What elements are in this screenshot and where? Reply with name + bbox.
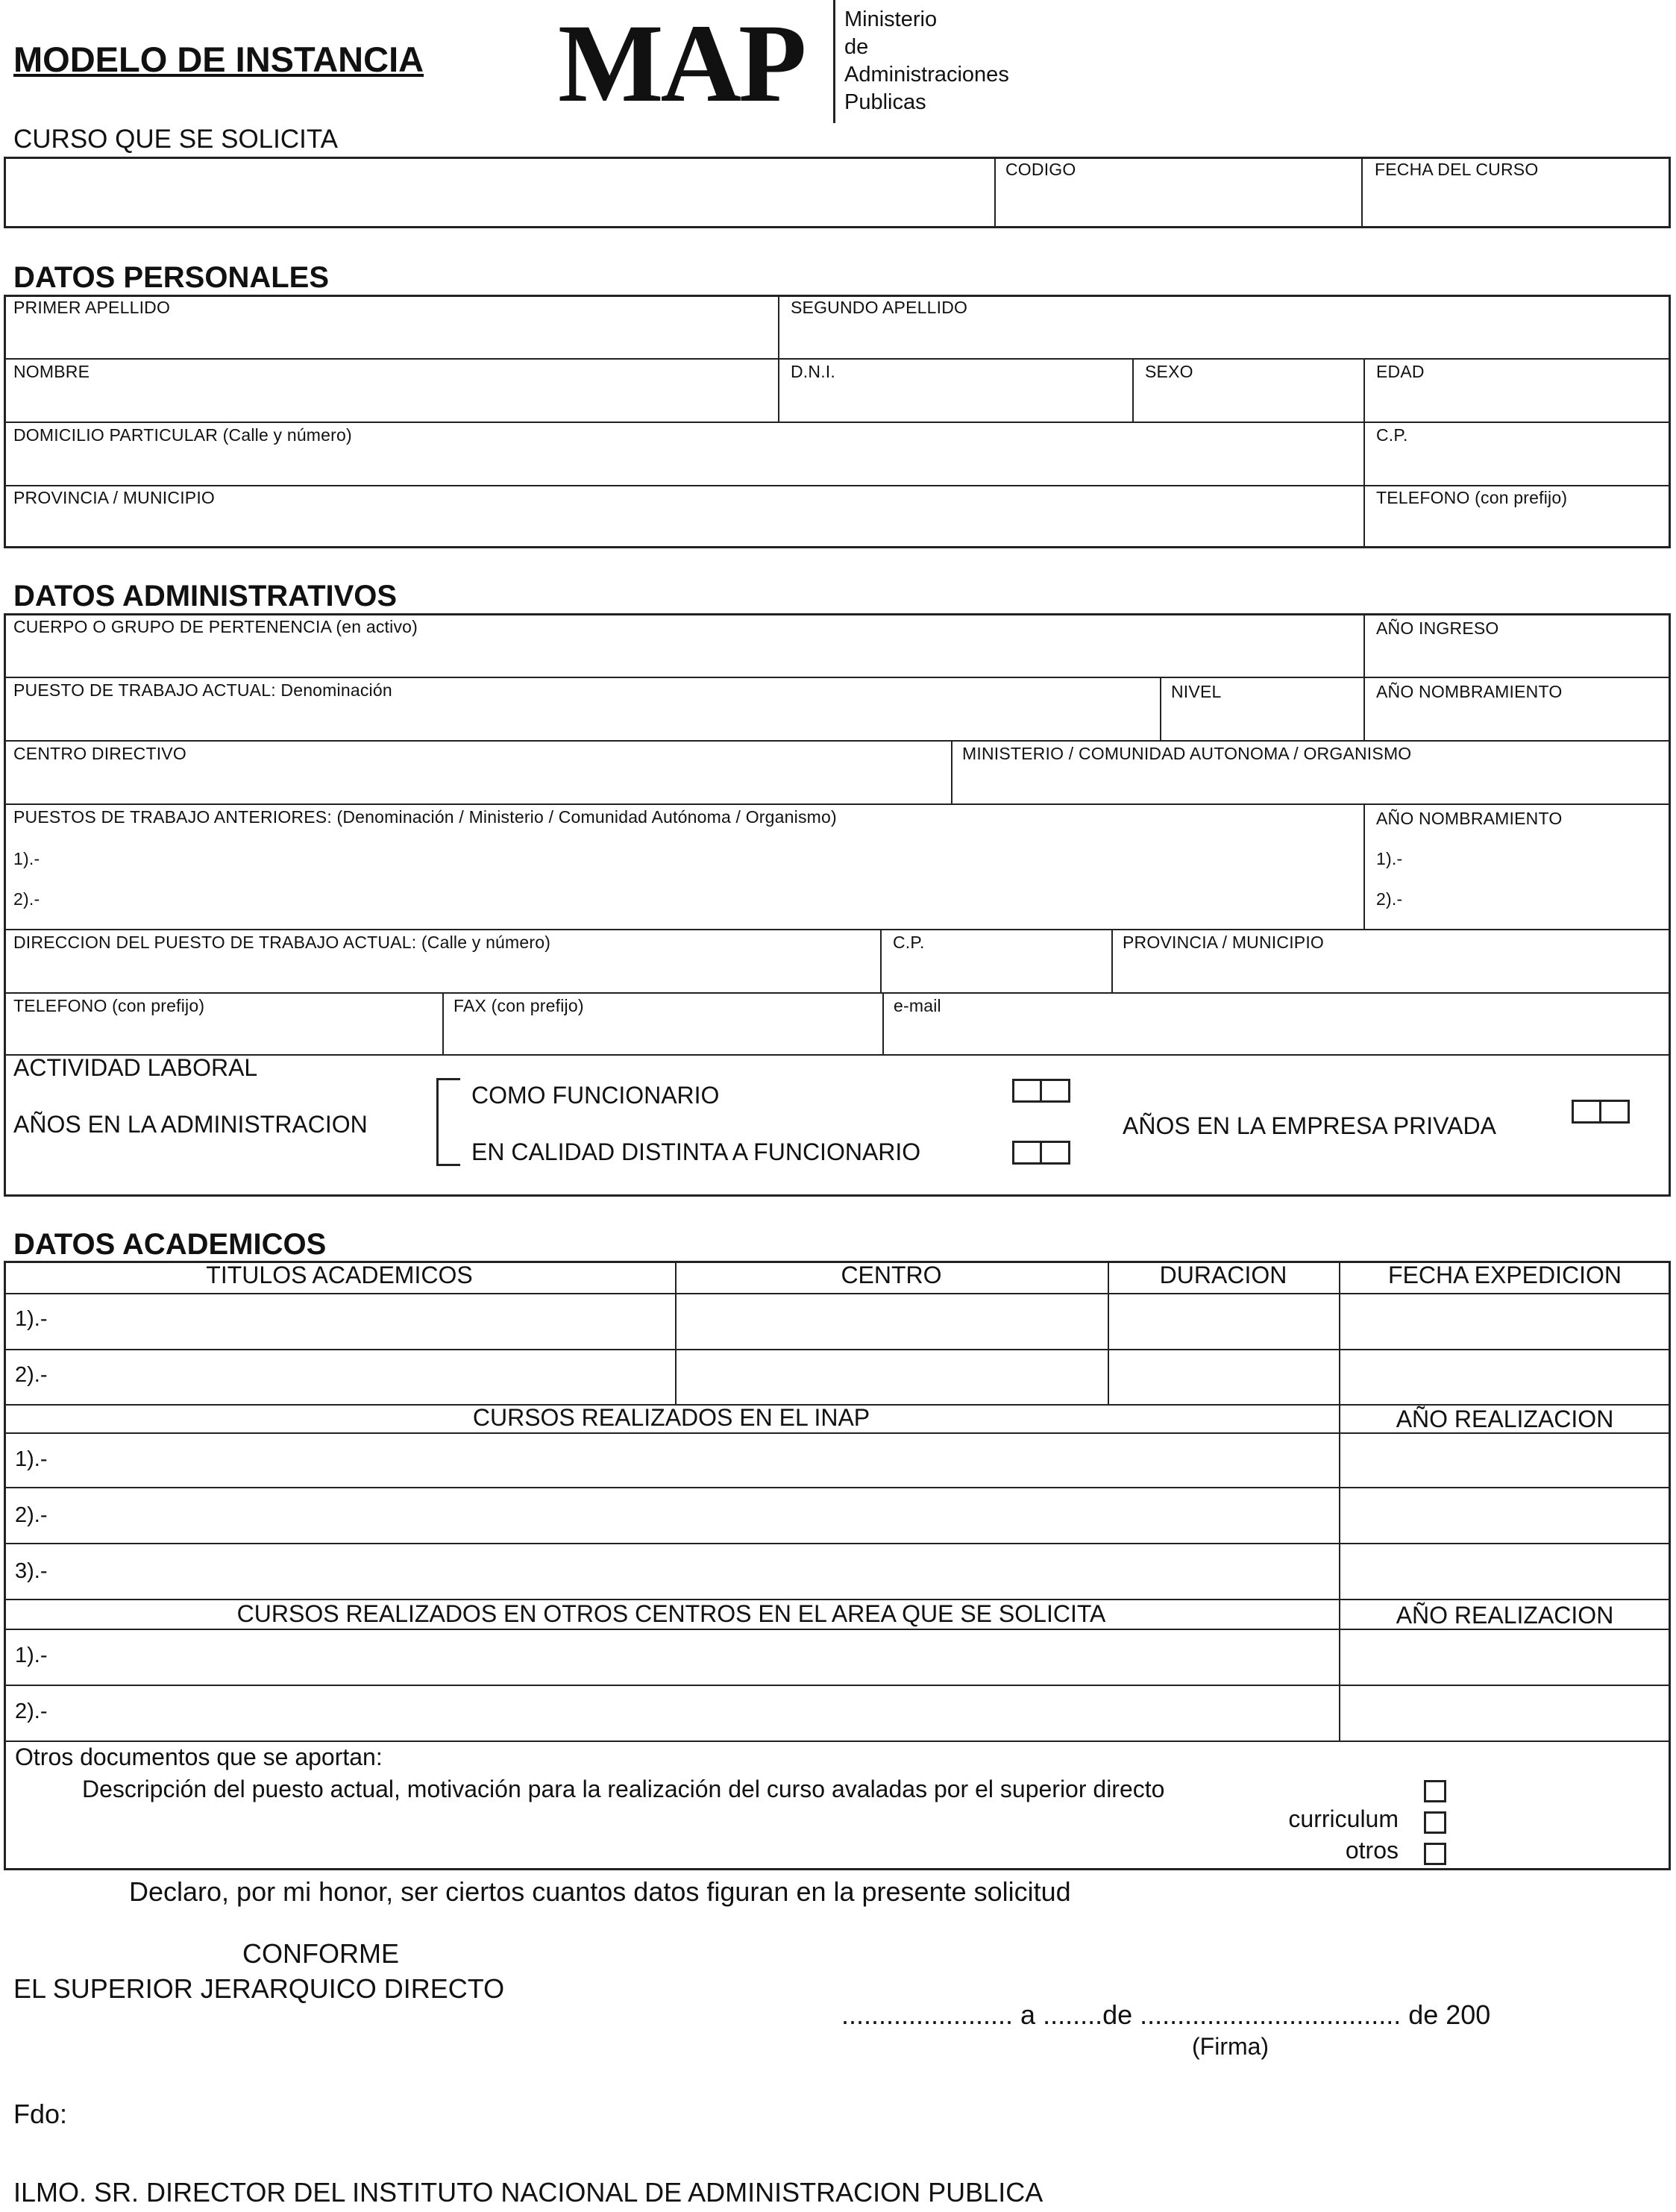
cp-input[interactable] [1367, 446, 1667, 483]
administrativos-heading: DATOS ADMINISTRATIVOS [13, 580, 398, 612]
anio-nombramiento-input[interactable] [1367, 701, 1667, 739]
calidad-distinta-label: EN CALIDAD DISTINTA A FUNCIONARIO [471, 1138, 921, 1165]
nivel-input[interactable] [1164, 701, 1360, 739]
fecha-1-input[interactable] [1343, 1297, 1667, 1346]
inap-row-1-label: 1).- [15, 1447, 48, 1471]
admin-row-line-4 [4, 929, 1671, 930]
duracion-1-input[interactable] [1111, 1297, 1335, 1346]
nivel-label: NIVEL [1171, 682, 1222, 701]
anio-realizacion-2-header: AÑO REALIZACION [1396, 1602, 1614, 1629]
nombre-label: NOMBRE [13, 362, 90, 381]
duracion-header: DURACION [1159, 1262, 1287, 1288]
admin-col-anio [1363, 613, 1365, 740]
centro-directivo-label: CENTRO DIRECTIVO [13, 744, 186, 763]
cp-label: C.P. [1376, 425, 1408, 445]
otros-row-2-label: 2).- [15, 1699, 48, 1723]
fecha-2-input[interactable] [1343, 1352, 1667, 1401]
conforme-label: CONFORME [242, 1938, 399, 1969]
bracket [436, 1078, 460, 1166]
personales-heading: DATOS PERSONALES [13, 261, 330, 294]
fdo-label: Fdo: [13, 2099, 68, 2129]
calidad-distinta-box[interactable] [1012, 1141, 1070, 1165]
declaracion-text: Declaro, por mi honor, ser ciertos cuantos datos figuran en la presente solicitud [129, 1876, 1071, 1907]
personales-col-2 [1132, 358, 1134, 422]
otros-1-input[interactable] [60, 1632, 1335, 1682]
provincia-input[interactable] [7, 510, 1360, 547]
provincia-label: PROVINCIA / MUNICIPIO [13, 488, 216, 507]
personales-row-line-3 [4, 485, 1671, 486]
cuerpo-input[interactable] [7, 638, 1360, 675]
admin-col-cp [880, 929, 882, 992]
telefono-input[interactable] [1367, 510, 1667, 547]
telefono-label: TELEFONO (con prefijo) [1376, 488, 1568, 507]
direccion-provincia-input[interactable] [1115, 953, 1667, 991]
anio-anterior-2-input[interactable] [1413, 884, 1667, 918]
sexo-input[interactable] [1136, 382, 1360, 419]
edad-input[interactable] [1367, 382, 1667, 419]
inap-3-anio-input[interactable] [1343, 1547, 1667, 1596]
otros-1-anio-input[interactable] [1343, 1632, 1667, 1682]
centro-header: CENTRO [841, 1262, 942, 1288]
nombre-input[interactable] [7, 382, 774, 419]
inap-row-2-label: 2).- [15, 1503, 48, 1527]
curso-input[interactable] [7, 160, 991, 225]
inap-1-input[interactable] [60, 1436, 1335, 1484]
acad-col-fecha [1339, 1261, 1340, 1741]
curso-divider-2 [1361, 157, 1363, 228]
centro-directivo-input[interactable] [7, 765, 947, 802]
documentos-heading: Otros documentos que se aportan: [15, 1743, 383, 1770]
cursos-inap-header: CURSOS REALIZADOS EN EL INAP [472, 1404, 870, 1431]
segundo-apellido-input[interactable] [782, 319, 1667, 357]
dni-input[interactable] [782, 382, 1129, 419]
inap-3-input[interactable] [60, 1547, 1335, 1596]
sexo-label: SEXO [1145, 362, 1193, 381]
acad-line-2 [4, 1349, 1671, 1350]
logo-divider [833, 0, 835, 123]
anio-anterior-1-label: 1).- [1376, 849, 1403, 868]
fecha-curso-label: FECHA DEL CURSO [1375, 160, 1539, 179]
dni-label: D.N.I. [791, 362, 835, 381]
puesto-actual-input[interactable] [7, 701, 1156, 739]
titulo-2-input[interactable] [60, 1352, 671, 1401]
edad-label: EDAD [1376, 362, 1425, 381]
titulo-1-input[interactable] [60, 1297, 671, 1346]
puesto-actual-label: PUESTO DE TRABAJO ACTUAL: Denominación [13, 680, 392, 700]
ministerio-label: MINISTERIO / COMUNIDAD AUTONOMA / ORGANISMO [962, 744, 1412, 763]
puesto-anterior-2-input[interactable] [52, 884, 1358, 918]
inap-row-3-label: 3).- [15, 1559, 48, 1583]
ministry-line-2: de [844, 35, 869, 59]
inap-2-input[interactable] [60, 1491, 1335, 1540]
puestos-anteriores-label: PUESTOS DE TRABAJO ANTERIORES: (Denominación / Ministerio / Comunidad Autónoma / Organismo) [13, 807, 837, 827]
telefono-trabajo-label: TELEFONO (con prefijo) [13, 996, 205, 1015]
ministry-line-1: Ministerio [844, 7, 938, 31]
admin-col-email [882, 992, 884, 1054]
fax-label: FAX (con prefijo) [453, 996, 584, 1015]
admin-row-line-5 [4, 992, 1671, 994]
personales-col-1 [778, 295, 779, 422]
empresa-privada-label: AÑOS EN LA EMPRESA PRIVADA [1123, 1112, 1496, 1139]
cuerpo-label: CUERPO O GRUPO DE PERTENENCIA (en activo) [13, 617, 418, 636]
email-input[interactable] [886, 1016, 1667, 1052]
anio-nombramiento-label: AÑO NOMBRAMIENTO [1376, 682, 1563, 701]
acad-line-9 [4, 1685, 1671, 1686]
fecha-expedicion-header: FECHA EXPEDICION [1388, 1262, 1622, 1288]
curso-heading: CURSO QUE SE SOLICITA [13, 125, 338, 154]
admin-row-line-3 [4, 803, 1671, 805]
telefono-trabajo-input[interactable] [7, 1016, 439, 1052]
descripcion-checkbox[interactable] [1424, 1780, 1446, 1802]
acad-line-5 [4, 1487, 1671, 1488]
fax-input[interactable] [446, 1016, 879, 1052]
segundo-apellido-label: SEGUNDO APELLIDO [791, 298, 968, 317]
form-title: MODELO DE INSTANCIA [13, 40, 424, 79]
ministerio-input[interactable] [955, 765, 1667, 802]
admin-row-line-1 [4, 677, 1671, 678]
primer-apellido-input[interactable] [7, 319, 774, 357]
ministry-line-3: Administraciones [844, 63, 1009, 87]
direccion-input[interactable] [7, 953, 876, 991]
personales-col-3 [1363, 358, 1365, 548]
curso-divider-1 [994, 157, 996, 228]
superior-label: EL SUPERIOR JERARQUICO DIRECTO [13, 1973, 505, 2004]
anio-ingreso-input[interactable] [1367, 638, 1667, 675]
admin-col-nivel [1160, 677, 1161, 740]
fecha-lugar-line: ....................... a ........de ................................... de 200 [841, 1999, 1491, 2030]
cursos-otros-header: CURSOS REALIZADOS EN OTROS CENTROS EN EL AREA QUE SE SOLICITA [236, 1600, 1106, 1627]
destinatario-label: ILMO. SR. DIRECTOR DEL INSTITUTO NACIONAL DE ADMINISTRACION PUBLICA [13, 2177, 1043, 2208]
actividad-label: ACTIVIDAD LABORAL [13, 1054, 258, 1081]
acad-line-6 [4, 1543, 1671, 1544]
centro-2-input[interactable] [679, 1352, 1104, 1401]
personales-row-line-2 [4, 422, 1671, 423]
como-funcionario-label: COMO FUNCIONARIO [471, 1082, 720, 1109]
inap-2-anio-input[interactable] [1343, 1491, 1667, 1540]
centro-1-input[interactable] [679, 1297, 1104, 1346]
domicilio-label: DOMICILIO PARTICULAR (Calle y número) [13, 425, 352, 445]
email-label: e-mail [894, 996, 941, 1015]
puesto-anterior-2-label: 2).- [13, 889, 40, 909]
otros-checkbox[interactable] [1424, 1843, 1446, 1865]
acad-line-10 [4, 1741, 1671, 1742]
direccion-cp-label: C.P. [893, 933, 925, 952]
duracion-2-input[interactable] [1111, 1352, 1335, 1401]
firma-label: (Firma) [1192, 2033, 1269, 2060]
otros-doc-label: otros [1345, 1837, 1399, 1864]
otros-2-input[interactable] [60, 1688, 1335, 1738]
admin-col-anio-2 [1363, 803, 1365, 929]
admin-col-fax [442, 992, 444, 1054]
personales-row-line-1 [4, 358, 1671, 360]
descripcion-label: Descripción del puesto actual, motivación para la realización del curso avaladas por el superior directo [82, 1776, 1165, 1802]
anio-realizacion-header: AÑO REALIZACION [1396, 1406, 1614, 1432]
admin-col-ministerio [951, 740, 952, 803]
anio-anterior-2-label: 2).- [1376, 889, 1403, 909]
direccion-provincia-label: PROVINCIA / MUNICIPIO [1123, 933, 1325, 952]
empresa-privada-box[interactable] [1572, 1100, 1630, 1124]
titulo-row-2-label: 2).- [15, 1363, 48, 1387]
admin-col-provincia [1111, 929, 1113, 992]
codigo-label: CODIGO [1005, 160, 1076, 179]
acad-line-1 [4, 1293, 1671, 1294]
anio-nombramiento-2-label: AÑO NOMBRAMIENTO [1376, 809, 1563, 828]
curriculum-label: curriculum [1288, 1805, 1399, 1832]
map-logo: MAP [558, 1, 804, 125]
inap-1-anio-input[interactable] [1343, 1436, 1667, 1484]
codigo-input[interactable] [998, 183, 1358, 225]
ministry-line-4: Publicas [844, 90, 926, 114]
anio-anterior-1-input[interactable] [1413, 843, 1667, 877]
otros-2-anio-input[interactable] [1343, 1688, 1667, 1738]
domicilio-input[interactable] [7, 446, 1360, 483]
fecha-curso-input[interactable] [1365, 183, 1667, 225]
direccion-label: DIRECCION DEL PUESTO DE TRABAJO ACTUAL: (Calle y número) [13, 933, 551, 952]
como-funcionario-box[interactable] [1012, 1079, 1070, 1103]
direccion-cp-input[interactable] [884, 953, 1108, 991]
primer-apellido-label: PRIMER APELLIDO [13, 298, 171, 317]
anios-admin-label: AÑOS EN LA ADMINISTRACION [13, 1111, 368, 1138]
curriculum-checkbox[interactable] [1424, 1811, 1446, 1834]
puesto-anterior-1-input[interactable] [52, 843, 1358, 877]
admin-row-line-2 [4, 740, 1671, 742]
otros-row-1-label: 1).- [15, 1644, 48, 1667]
academicos-heading: DATOS ACADEMICOS [13, 1228, 327, 1261]
puesto-anterior-1-label: 1).- [13, 849, 40, 868]
anio-ingreso-label: AÑO INGRESO [1376, 618, 1499, 638]
titulo-row-1-label: 1).- [15, 1307, 48, 1331]
ministry-name [844, 6, 1009, 116]
titulos-header: TITULOS ACADEMICOS [206, 1262, 473, 1288]
